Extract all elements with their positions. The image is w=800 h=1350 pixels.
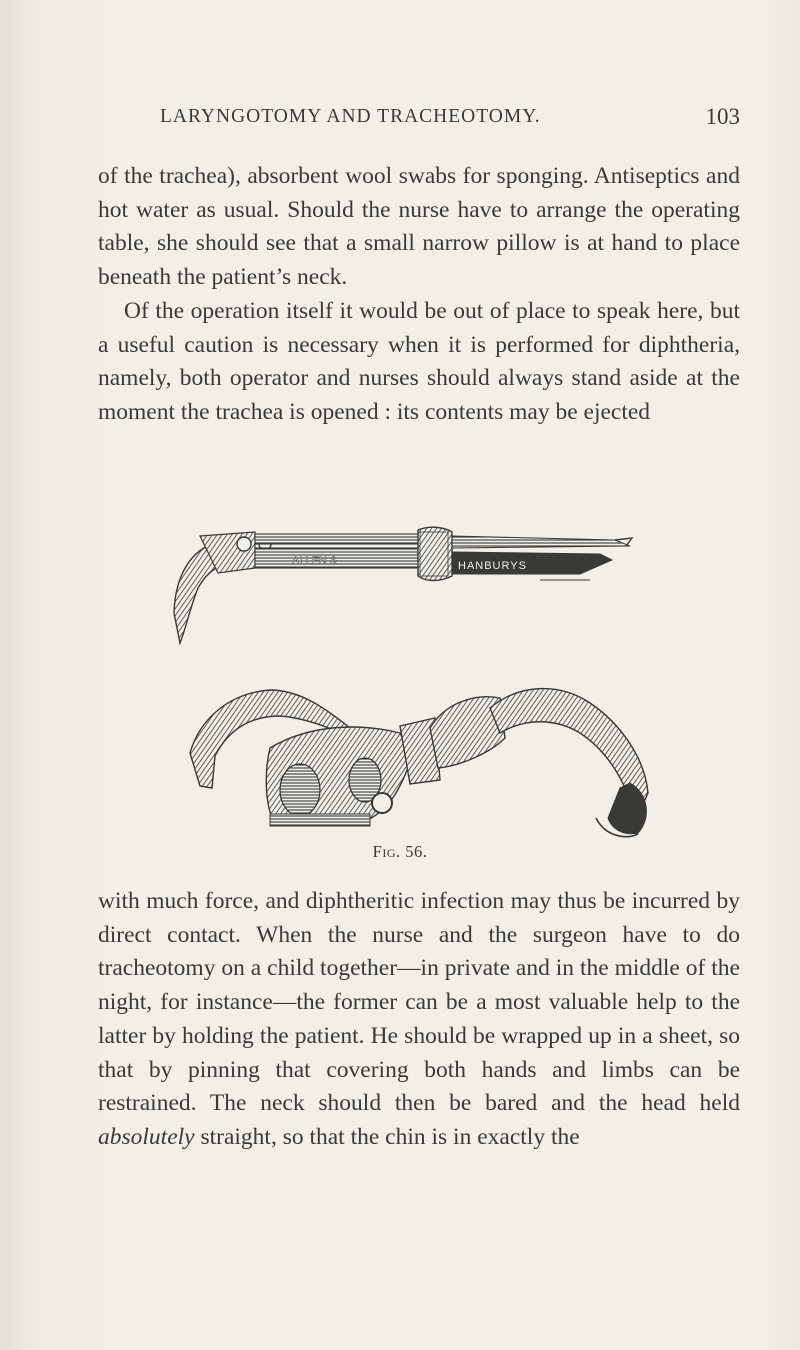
paragraph: Of the operation itself it would be out of place to speak here, but a useful caution is necessary when it is performed for diphtheria, namely, both operator and nurses should always stand aside at the moment the trachea is opened : its contents may be ejected [98, 297, 740, 425]
instrument-engraving [160, 518, 680, 848]
dilator-instrument [174, 527, 632, 643]
maker-mark-left: ALLEN & [292, 555, 338, 567]
figure-caption-text: Fig. 56. [372, 842, 428, 861]
maker-mark-right: HANBURYS [458, 560, 527, 572]
running-title: LARYNGOTOMY AND TRACHEOTOMY. [160, 106, 541, 127]
text-block-top [98, 160, 740, 430]
paragraph-text-continued: straight, so that the chin is in exactly the [200, 1123, 580, 1150]
tracheotomy-tube-instrument [190, 689, 648, 837]
paragraph-text: with much force, and diphtheritic infection may thus be incurred by direct contact. When the nurse and the surgeon have to do tracheotomy on a child together—in private and in the middle of the night, for instance—the former can be a most valuable help to the latter by holding the patient. He should be wrapped up in a sheet, so that by pinning that covering both hands and limbs can be restrained. The neck should then be bared and the head held [98, 888, 740, 1117]
emphasized-word: absolutely [98, 1123, 195, 1150]
paragraph: of the trachea), absorbent wool swabs for sponging. Antiseptics and hot water as usual. Should the nurse have to arrange the operating table, she should see that a small narrow pillow is at hand to place beneath the patient’s neck. [98, 163, 740, 291]
figure-caption [0, 842, 800, 862]
paragraph [98, 885, 740, 1155]
figure-tracheotomy-instruments [160, 518, 680, 848]
page-number: 103 [705, 104, 740, 129]
text-block-bottom [98, 885, 740, 1155]
running-header [160, 100, 740, 140]
